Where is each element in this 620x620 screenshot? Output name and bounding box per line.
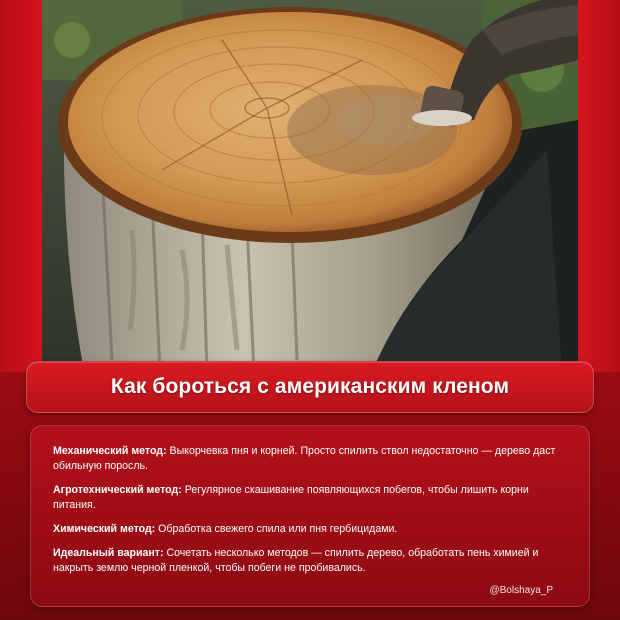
method-text: Обработка свежего спила или пня гербицидами. [155,523,398,535]
watermark: @Bolshaya_P [489,585,553,596]
method-ideal [53,546,567,576]
method-label: Идеальный вариант: [53,547,164,559]
info-card [30,425,590,607]
method-agrotechnical [53,483,567,513]
method-text: Сочетать несколько методов — спилить дерево, обработать пень химией и накрыть землю черной пленкой, чтобы побеги не пробивались. [53,547,539,574]
method-label: Механический метод: [53,445,167,457]
method-chemical [53,522,567,537]
method-text: Выкорчевка пня и корней. Просто спилить ствол недостаточно — дерево даст обильную поросль. [53,445,556,472]
method-mechanical [53,444,567,474]
title-bar [26,361,594,413]
method-label: Химический метод: [53,523,156,535]
method-label: Агротехнический метод: [53,484,182,496]
page-title: Как бороться с американским кленом [110,375,510,398]
tree-stump-photo [42,0,578,372]
method-text: Регулярное скашивание появляющихся побегов, чтобы лишить корни питания. [53,484,529,511]
